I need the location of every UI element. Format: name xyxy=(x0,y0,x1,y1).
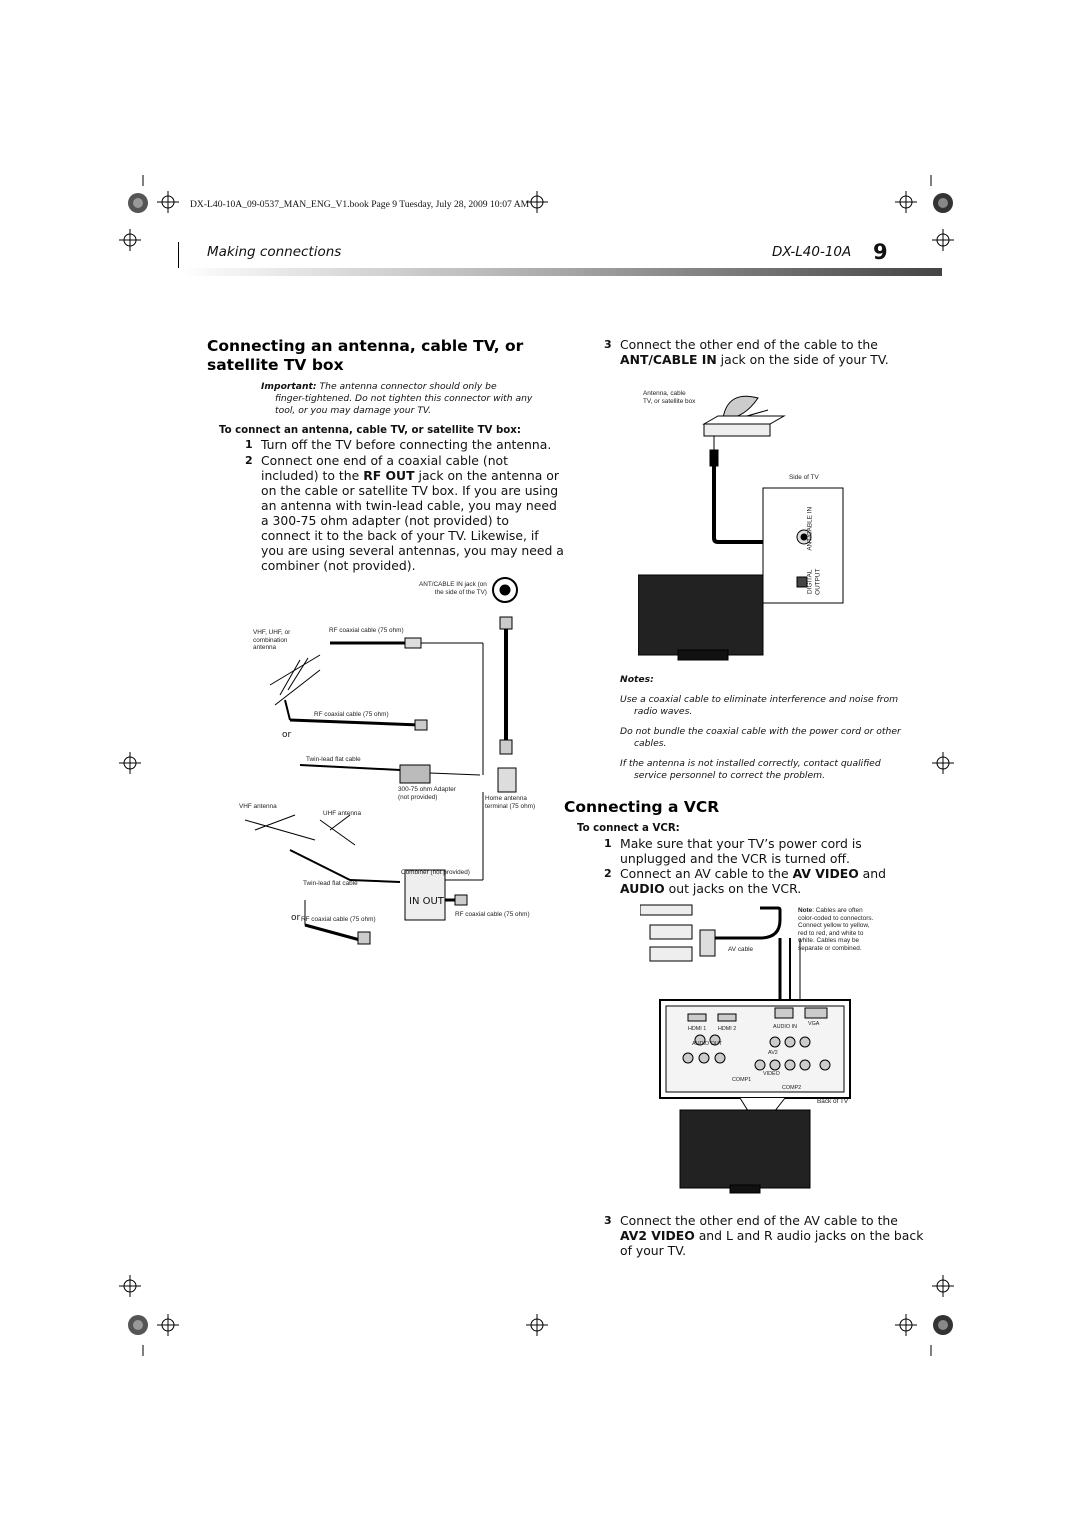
header-section: Making connections xyxy=(207,244,342,260)
ant-jack-label: ANT/CABLE IN jack (on the side of the TV) xyxy=(419,581,487,596)
header-model: DX-L40-10A xyxy=(772,244,852,260)
note-3: If the antenna is not installed correctly, contact qualified service personnel to correct the problem. xyxy=(620,758,881,781)
uhf-antenna-label: UHF antenna xyxy=(323,810,362,817)
antenna-step-3: 3 Connect the other end of the cable to the ANT/CABLE IN jack on the side of your TV. xyxy=(604,337,889,367)
video-label: VIDEO xyxy=(763,1071,780,1077)
header-gradient-bar xyxy=(178,268,942,276)
back-of-tv-label: Back of TV xyxy=(817,1098,849,1105)
ant-cable-in-label: ANT/CABLE IN xyxy=(806,506,814,551)
av-cable-label: AV cable xyxy=(728,946,754,953)
or-label-2: or xyxy=(291,913,301,923)
comp1-label: COMP1 xyxy=(732,1077,752,1083)
digital-label: DIGITAL xyxy=(806,569,814,594)
ant-jack-inner xyxy=(500,585,510,595)
vhf-uhf-label: VHF, UHF, or combination antenna xyxy=(253,629,291,651)
hdmi1-label: HDMI 1 xyxy=(688,1026,707,1032)
running-header xyxy=(178,242,891,268)
av2-label: AV2 xyxy=(768,1050,778,1056)
twin-lead-label-2: Twin-lead flat cable xyxy=(303,880,358,887)
audio-in-label: AUDIO IN xyxy=(773,1024,797,1030)
adapter-label: 300-75 ohm Adapter (not provided) xyxy=(398,786,456,801)
output-label: OUTPUT xyxy=(814,568,822,595)
vhf-antenna-label: VHF antenna xyxy=(239,803,277,810)
or-label-1: or xyxy=(282,730,292,740)
antenna-step-1: 1 Turn off the TV before connecting the antenna. xyxy=(245,437,552,452)
hdmi2-label: HDMI 2 xyxy=(718,1026,737,1032)
home-antenna-label: Home antenna terminal (75 ohm) xyxy=(485,795,536,810)
vcr-subhead: To connect a VCR: xyxy=(577,823,680,834)
file-header: DX-L40-10A_09-0537_MAN_ENG_V1.book Page 9 Tuesday, July 28, 2009 10:07 AM xyxy=(190,199,530,210)
vcr-title: Connecting a VCR xyxy=(564,798,720,816)
rf-cable-label-3: RF coaxial cable (75 ohm) xyxy=(455,911,530,918)
notes-heading: Notes: xyxy=(620,674,654,685)
box-label: Antenna, cable TV, or satellite box xyxy=(643,390,696,405)
vga-label: VGA xyxy=(808,1021,820,1027)
rf-cable-label-4: RF coaxial cable (75 ohm) xyxy=(301,916,376,923)
comp2-label: COMP2 xyxy=(782,1085,802,1091)
vcr-step-2: 2 Connect an AV cable to the AV VIDEO and AUDIO out jacks on the VCR. xyxy=(604,866,886,896)
antenna-subhead: To connect an antenna, cable TV, or satellite TV box: xyxy=(219,425,521,436)
rf-cable-label-2: RF coaxial cable (75 ohm) xyxy=(314,711,389,718)
important-note: Important: The antenna connector should only be finger-tightened. Do not tighten this connector with any tool, or you may damage your TV. xyxy=(261,381,533,416)
vcr-step-3: 3 Connect the other end of the AV cable to the AV2 VIDEO and L and R audio jacks on the back of your TV. xyxy=(604,1213,924,1258)
audio-out-label: AUDIO OUT xyxy=(692,1041,722,1047)
twin-lead-label-1: Twin-lead flat cable xyxy=(306,756,361,763)
rf-cable-label-1: RF coaxial cable (75 ohm) xyxy=(329,627,404,634)
vcr-step-1: 1 Make sure that your TV’s power cord is unplugged and the VCR is turned off. xyxy=(604,836,862,866)
in-out-label: IN OUT xyxy=(409,896,444,907)
tv-side-diagram xyxy=(638,380,848,665)
antenna-step-2: 2 Connect one end of a coaxial cable (not included) to the RF OUT jack on the antenna or on the cable or satellite TV box. If you are using an antenna with twin-lead cable, you may need a 300-75 ohm adapter (not provided) to connect it to the back of your TV. Likewise, if you are using several antennas, you may need a combiner (not provided). xyxy=(245,453,564,573)
page-number: 9 xyxy=(873,240,888,264)
note-2: Do not bundle the coaxial cable with the power cord or other cables. xyxy=(620,726,901,749)
antenna-title: Connecting an antenna, cable TV, or satellite TV box xyxy=(207,337,524,374)
combiner-label: Combiner (not provided) xyxy=(401,869,470,876)
note-1: Use a coaxial cable to eliminate interference and noise from radio waves. xyxy=(620,694,899,717)
vcr-color-note: Note: Cables are often color-coded to connectors. Connect yellow to yellow, red to red, and white to white. Cables may be separate or combined. xyxy=(798,907,874,952)
side-of-tv-label: Side of TV xyxy=(789,474,819,481)
